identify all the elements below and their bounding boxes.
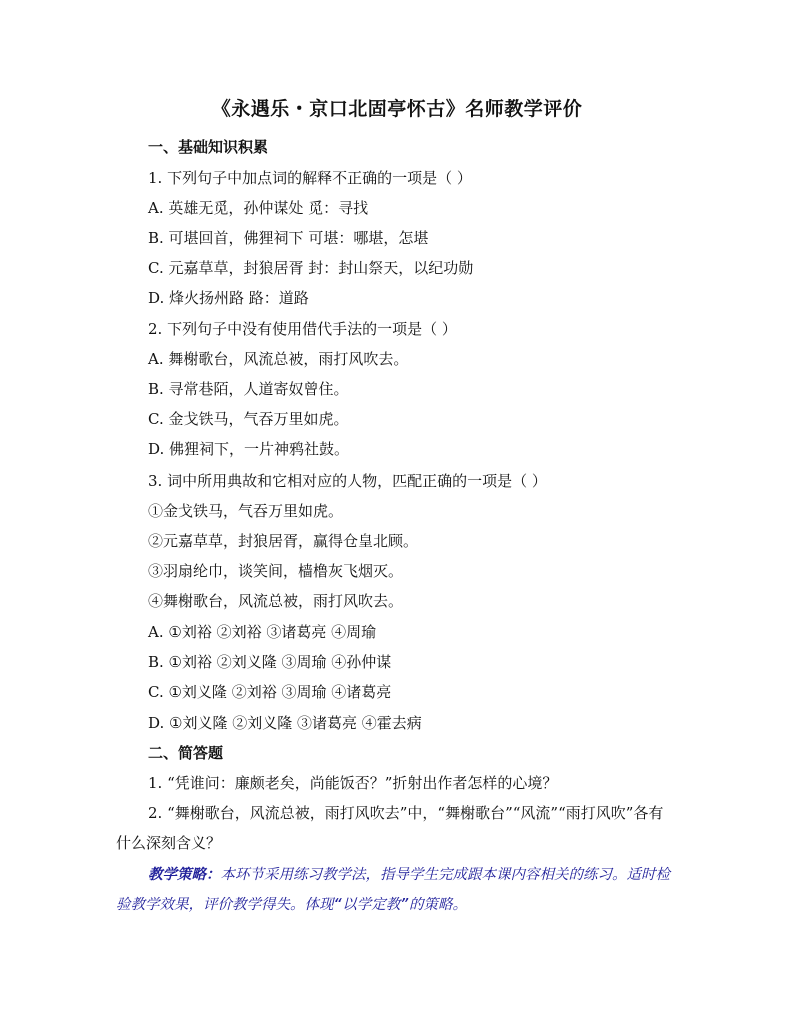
short-answer-q2: 2. “舞榭歌台，风流总被，雨打风吹去”中，“舞榭歌台”“风流”“雨打风吹”各有什么深刻含义？ [116, 804, 664, 852]
teaching-strategy [116, 860, 681, 920]
q3-item-3: ③羽扇纶巾，谈笑间，樯橹灰飞烟灭。 [148, 562, 404, 580]
q3-item-4: ④舞榭歌台，风流总被，雨打风吹去。 [148, 592, 404, 610]
q3-option-a: A. ①刘裕 ②刘裕 ③诸葛亮 ④周瑜 [148, 623, 377, 641]
teaching-strategy-text: 本环节采用练习教学法，指导学生完成跟本课内容相关的练习。适时检验教学效果，评价教学得失。体现“以学定教”的策略。 [116, 867, 670, 913]
q2-option-a: A. 舞榭歌台，风流总被，雨打风吹去。 [148, 350, 409, 368]
section2-heading: 二、简答题 [148, 744, 224, 762]
q2-option-b: B. 寻常巷陌，人道寄奴曾住。 [148, 380, 349, 398]
q3-stem: 3. 词中所用典故和它相对应的人物，匹配正确的一项是（ ） [148, 472, 547, 490]
q1-option-c: C. 元嘉草草，封狼居胥 封：封山祭天，以纪功勋 [148, 259, 474, 277]
document-title: 《永遇乐・京口北固亭怀古》名师教学评价 [211, 98, 583, 120]
short-answer-q1: 1. “凭谁问：廉颇老矣，尚能饭否？”折射出作者怎样的心境？ [148, 774, 558, 792]
q3-option-c: C. ①刘义隆 ②刘裕 ③周瑜 ④诸葛亮 [148, 683, 392, 701]
section1-heading: 一、基础知识积累 [148, 138, 269, 156]
q1-stem: 1. 下列句子中加点词的解释不正确的一项是（ ） [148, 169, 472, 187]
q3-item-1: ①金戈铁马，气吞万里如虎。 [148, 502, 344, 520]
q2-stem: 2. 下列句子中没有使用借代手法的一项是（ ） [148, 320, 457, 338]
q2-option-c: C. 金戈铁马，气吞万里如虎。 [148, 410, 349, 428]
q1-option-a: A. 英雄无觅，孙仲谋处 觅：寻找 [148, 199, 369, 217]
q1-option-b: B. 可堪回首，佛狸祠下 可堪：哪堪，怎堪 [148, 229, 429, 247]
q1-option-d: D. 烽火扬州路 路：道路 [148, 289, 309, 307]
q3-option-d: D. ①刘义隆 ②刘义隆 ③诸葛亮 ④霍去病 [148, 714, 422, 732]
q3-option-b: B. ①刘裕 ②刘义隆 ③周瑜 ④孙仲谋 [148, 653, 392, 671]
q2-option-d: D. 佛狸祠下，一片神鸦社鼓。 [148, 440, 350, 458]
teaching-strategy-label: 教学策略： [148, 867, 221, 883]
q3-item-2: ②元嘉草草，封狼居胥，赢得仓皇北顾。 [148, 532, 419, 550]
